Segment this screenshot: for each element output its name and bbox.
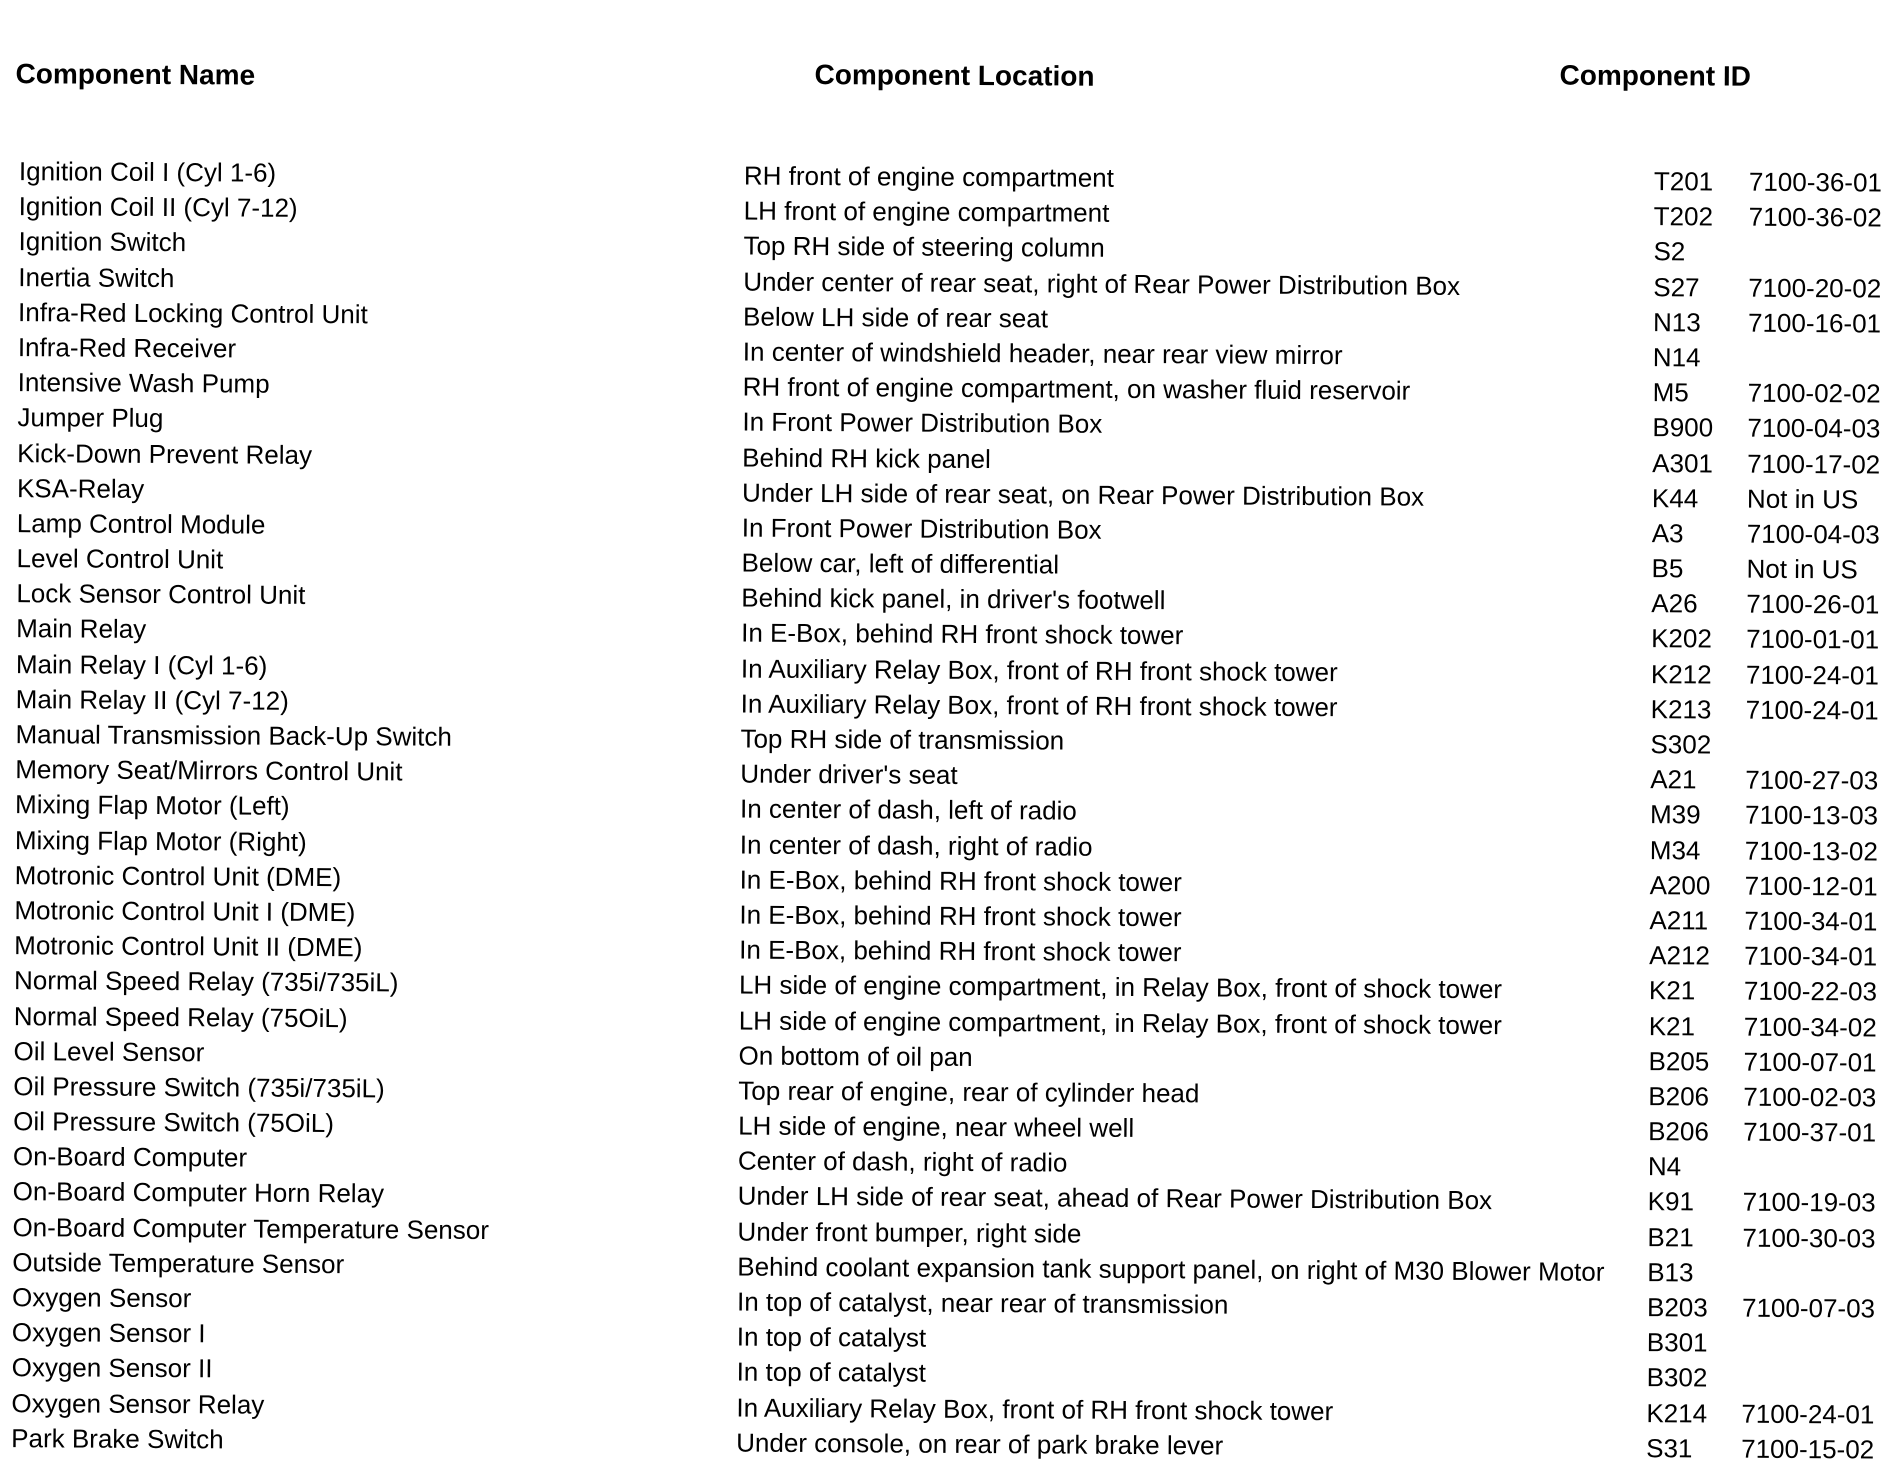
component-number-cell: 7100-34-01 — [1744, 940, 1878, 972]
component-number-cell: 7100-02-02 — [1747, 377, 1881, 409]
component-name-cell: Kick-Down Prevent Relay — [17, 437, 313, 470]
component-id-cell: A3 — [1651, 517, 1684, 549]
component-location-cell: In top of catalyst — [736, 1321, 927, 1353]
component-table — [11, 156, 1883, 1469]
component-location-cell: Under LH side of rear seat, on Rear Power Distribution Box — [741, 477, 1425, 512]
component-number-cell: 7100-17-02 — [1747, 448, 1881, 479]
component-name-cell: Lock Sensor Control Unit — [16, 578, 306, 611]
component-name-cell: Oil Pressure Switch (735i/735iL) — [13, 1070, 385, 1104]
component-name-cell: On-Board Computer Horn Relay — [12, 1176, 385, 1209]
component-name-cell: Normal Speed Relay (735i/735iL) — [13, 965, 399, 998]
component-name-cell: Main Relay I (Cyl 1-6) — [15, 648, 268, 681]
header-component-name: Component Name — [15, 58, 256, 91]
component-location-cell: In Front Power Distribution Box — [742, 406, 1103, 440]
component-name-cell: Oxygen Sensor I — [11, 1317, 206, 1349]
component-name-cell: Memory Seat/Mirrors Control Unit — [15, 754, 403, 787]
component-id-cell: A301 — [1652, 447, 1714, 478]
component-location-cell: LH side of engine, near wheel well — [738, 1110, 1135, 1144]
component-location-cell: In Auxiliary Relay Box, front of RH front shock tower — [736, 1392, 1334, 1426]
component-name-cell: Normal Speed Relay (75OiL) — [13, 1000, 348, 1033]
component-name-cell: Ignition Switch — [18, 226, 187, 258]
component-number-cell: 7100-01-01 — [1746, 624, 1880, 655]
component-number-cell: Not in US — [1746, 483, 1859, 515]
component-location-cell: Top RH side of transmission — [740, 723, 1065, 756]
component-number-cell: 7100-07-03 — [1741, 1292, 1876, 1324]
component-location-cell: RH front of engine compartment — [743, 160, 1114, 193]
component-id-cell: A212 — [1649, 940, 1711, 971]
component-id-cell: K214 — [1646, 1397, 1708, 1429]
component-location-cell: On bottom of oil pan — [738, 1040, 973, 1072]
component-name-cell: Motronic Control Unit (DME) — [14, 859, 342, 892]
component-number-cell: 7100-24-01 — [1745, 694, 1879, 726]
component-id-cell: T201 — [1653, 166, 1714, 197]
component-number-cell: 7100-20-02 — [1748, 272, 1882, 304]
component-name-cell: Oxygen Sensor — [11, 1282, 192, 1314]
component-name-cell: Jumper Plug — [17, 402, 164, 434]
component-location-cell: In center of windshield header, near rear view mirror — [742, 336, 1343, 371]
component-id-cell: B206 — [1648, 1080, 1710, 1112]
component-id-cell: B13 — [1647, 1256, 1694, 1288]
component-id-cell: B205 — [1648, 1045, 1710, 1077]
component-name-cell: Motronic Control Unit II (DME) — [14, 930, 363, 963]
component-id-cell: A21 — [1650, 764, 1697, 795]
component-id-cell: K21 — [1648, 975, 1696, 1006]
component-number-cell: 7100-36-02 — [1748, 201, 1882, 233]
component-id-cell: K202 — [1651, 623, 1712, 654]
component-location-cell: In top of catalyst — [736, 1356, 927, 1389]
component-name-cell: Ignition Coil II (Cyl 7-12) — [18, 191, 298, 224]
component-name-cell: Inertia Switch — [18, 261, 175, 293]
component-name-cell: Infra-Red Locking Control Unit — [18, 296, 368, 330]
component-id-cell: A211 — [1649, 905, 1709, 936]
component-number-cell: 7100-15-02 — [1741, 1433, 1875, 1465]
component-number-cell: 7100-37-01 — [1743, 1116, 1877, 1148]
component-location-cell: In Front Power Distribution Box — [741, 512, 1102, 545]
component-id-cell: S2 — [1653, 236, 1686, 267]
component-id-cell: S302 — [1650, 729, 1712, 760]
component-id-cell: N14 — [1652, 342, 1701, 373]
component-location-cell: In E-Box, behind RH front shock tower — [739, 864, 1182, 897]
component-name-cell: Park Brake Switch — [11, 1422, 224, 1455]
component-id-cell: T202 — [1653, 201, 1714, 232]
component-location-cell: In Auxiliary Relay Box, front of RH front shock tower — [740, 653, 1338, 687]
component-name-cell: Main Relay — [16, 613, 147, 645]
component-location-cell: In center of dash, right of radio — [739, 829, 1093, 862]
component-number-cell: 7100-13-02 — [1744, 835, 1878, 867]
component-id-cell: K91 — [1647, 1186, 1695, 1217]
component-location-cell: LH front of engine compartment — [743, 195, 1110, 228]
component-name-cell: Oil Level Sensor — [13, 1035, 205, 1067]
component-name-cell: Main Relay II (Cyl 7-12) — [15, 683, 289, 716]
component-location-cell: Under driver's seat — [740, 758, 958, 791]
component-id-cell: B206 — [1648, 1116, 1709, 1147]
component-number-cell: 7100-30-03 — [1742, 1222, 1876, 1254]
component-number-cell: 7100-07-01 — [1743, 1046, 1877, 1078]
component-location-cell: LH side of engine compartment, in Relay Box, front of shock tower — [738, 969, 1503, 1005]
component-id-cell: N13 — [1652, 306, 1701, 338]
component-name-cell: Oxygen Sensor Relay — [11, 1387, 265, 1420]
component-number-cell: 7100-22-03 — [1743, 975, 1878, 1007]
component-name-cell: Mixing Flap Motor (Left) — [14, 789, 290, 822]
component-number-cell: 7100-26-01 — [1746, 588, 1880, 620]
component-number-cell: 7100-13-03 — [1744, 800, 1879, 831]
component-location-cell: Under front bumper, right side — [737, 1216, 1082, 1249]
component-location-cell: In top of catalyst, near rear of transmission — [736, 1286, 1229, 1320]
component-id-cell: B203 — [1646, 1292, 1708, 1323]
component-id-cell: K213 — [1650, 693, 1712, 725]
component-location-cell: Below LH side of rear seat — [742, 301, 1049, 334]
component-id-cell: B301 — [1646, 1327, 1708, 1358]
component-location-cell: Under center of rear seat, right of Rear Power Distribution Box — [743, 266, 1461, 301]
component-id-cell: M34 — [1649, 834, 1701, 865]
component-location-cell: Top rear of engine, rear of cylinder head — [738, 1075, 1200, 1109]
component-id-cell: B21 — [1647, 1221, 1694, 1252]
component-name-cell: Oxygen Sensor II — [11, 1352, 213, 1384]
component-id-cell: M5 — [1652, 377, 1689, 408]
component-name-cell: On-Board Computer — [12, 1141, 248, 1173]
component-id-cell: B302 — [1646, 1362, 1708, 1393]
component-number-cell: 7100-36-01 — [1748, 166, 1883, 198]
component-number-cell: 7100-02-03 — [1743, 1081, 1877, 1113]
component-number-cell: 7100-12-01 — [1744, 870, 1878, 902]
component-id-cell: S27 — [1653, 271, 1700, 302]
component-location-cell: Under console, on rear of park brake lever — [736, 1427, 1224, 1461]
component-location-cell: Top RH side of steering column — [743, 230, 1105, 264]
component-id-cell: M39 — [1649, 799, 1701, 830]
component-location-cell: Behind RH kick panel — [742, 442, 991, 474]
component-id-cell: B900 — [1652, 412, 1714, 443]
component-id-cell: K212 — [1650, 658, 1712, 690]
component-number-cell: 7100-19-03 — [1742, 1187, 1876, 1218]
component-id-cell: S31 — [1646, 1432, 1693, 1464]
component-location-cell: RH front of engine compartment, on washer fluid reservoir — [742, 371, 1411, 406]
component-location-cell: Center of dash, right of radio — [737, 1145, 1068, 1178]
component-location-cell: In Auxiliary Relay Box, front of RH front shock tower — [740, 688, 1338, 722]
component-name-cell: Lamp Control Module — [16, 507, 266, 540]
header-component-location: Component Location — [814, 58, 1095, 92]
component-id-cell: B5 — [1651, 553, 1684, 584]
component-location-cell: Behind coolant expansion tank support panel, on right of M30 Blower Motor — [737, 1251, 1605, 1287]
component-location-cell: LH side of engine compartment, in Relay Box, front of shock tower — [738, 1005, 1502, 1040]
component-name-cell: Intensive Wash Pump — [17, 367, 270, 399]
component-location-cell: In E-Box, behind RH front shock tower — [741, 617, 1184, 651]
component-number-cell: 7100-27-03 — [1745, 764, 1879, 796]
component-id-cell: N4 — [1647, 1151, 1682, 1182]
component-location-cell: Under LH side of rear seat, ahead of Rear Power Distribution Box — [737, 1180, 1493, 1216]
component-id-cell: K44 — [1651, 482, 1699, 514]
component-number-cell: 7100-16-01 — [1747, 307, 1882, 339]
header-component-id: Component ID — [1559, 59, 1751, 92]
component-location-cell: In E-Box, behind RH front shock tower — [739, 934, 1182, 968]
component-name-cell: On-Board Computer Temperature Sensor — [12, 1211, 490, 1245]
component-number-cell: 7100-24-01 — [1741, 1398, 1875, 1430]
component-location-cell: Behind kick panel, in driver's footwell — [741, 582, 1166, 616]
component-name-cell: Level Control Unit — [16, 543, 224, 575]
component-name-cell: Infra-Red Receiver — [17, 332, 237, 364]
component-location-cell: In center of dash, left of radio — [739, 793, 1077, 826]
component-number-cell: 7100-34-02 — [1743, 1011, 1877, 1042]
component-id-cell: A26 — [1651, 588, 1698, 619]
component-id-cell: K21 — [1648, 1010, 1696, 1041]
component-name-cell: Outside Temperature Sensor — [12, 1246, 345, 1279]
component-id-cell: A200 — [1649, 869, 1711, 901]
component-name-cell: Mixing Flap Motor (Right) — [14, 824, 307, 857]
component-name-cell: Motronic Control Unit I (DME) — [14, 895, 356, 928]
component-name-cell: KSA-Relay — [16, 472, 145, 504]
component-location-cell: In E-Box, behind RH front shock tower — [739, 899, 1182, 933]
component-name-cell: Ignition Coil I (Cyl 1-6) — [18, 156, 277, 188]
component-name-cell: Manual Transmission Back-Up Switch — [15, 719, 452, 752]
component-number-cell: 7100-34-01 — [1744, 905, 1878, 937]
component-number-cell: 7100-04-03 — [1747, 412, 1881, 444]
component-name-cell: Oil Pressure Switch (75OiL) — [13, 1106, 335, 1139]
component-number-cell: Not in US — [1746, 553, 1858, 585]
component-number-cell: 7100-24-01 — [1745, 659, 1880, 691]
component-number-cell: 7100-04-03 — [1746, 518, 1880, 550]
component-location-cell: Below car, left of differential — [741, 547, 1060, 580]
